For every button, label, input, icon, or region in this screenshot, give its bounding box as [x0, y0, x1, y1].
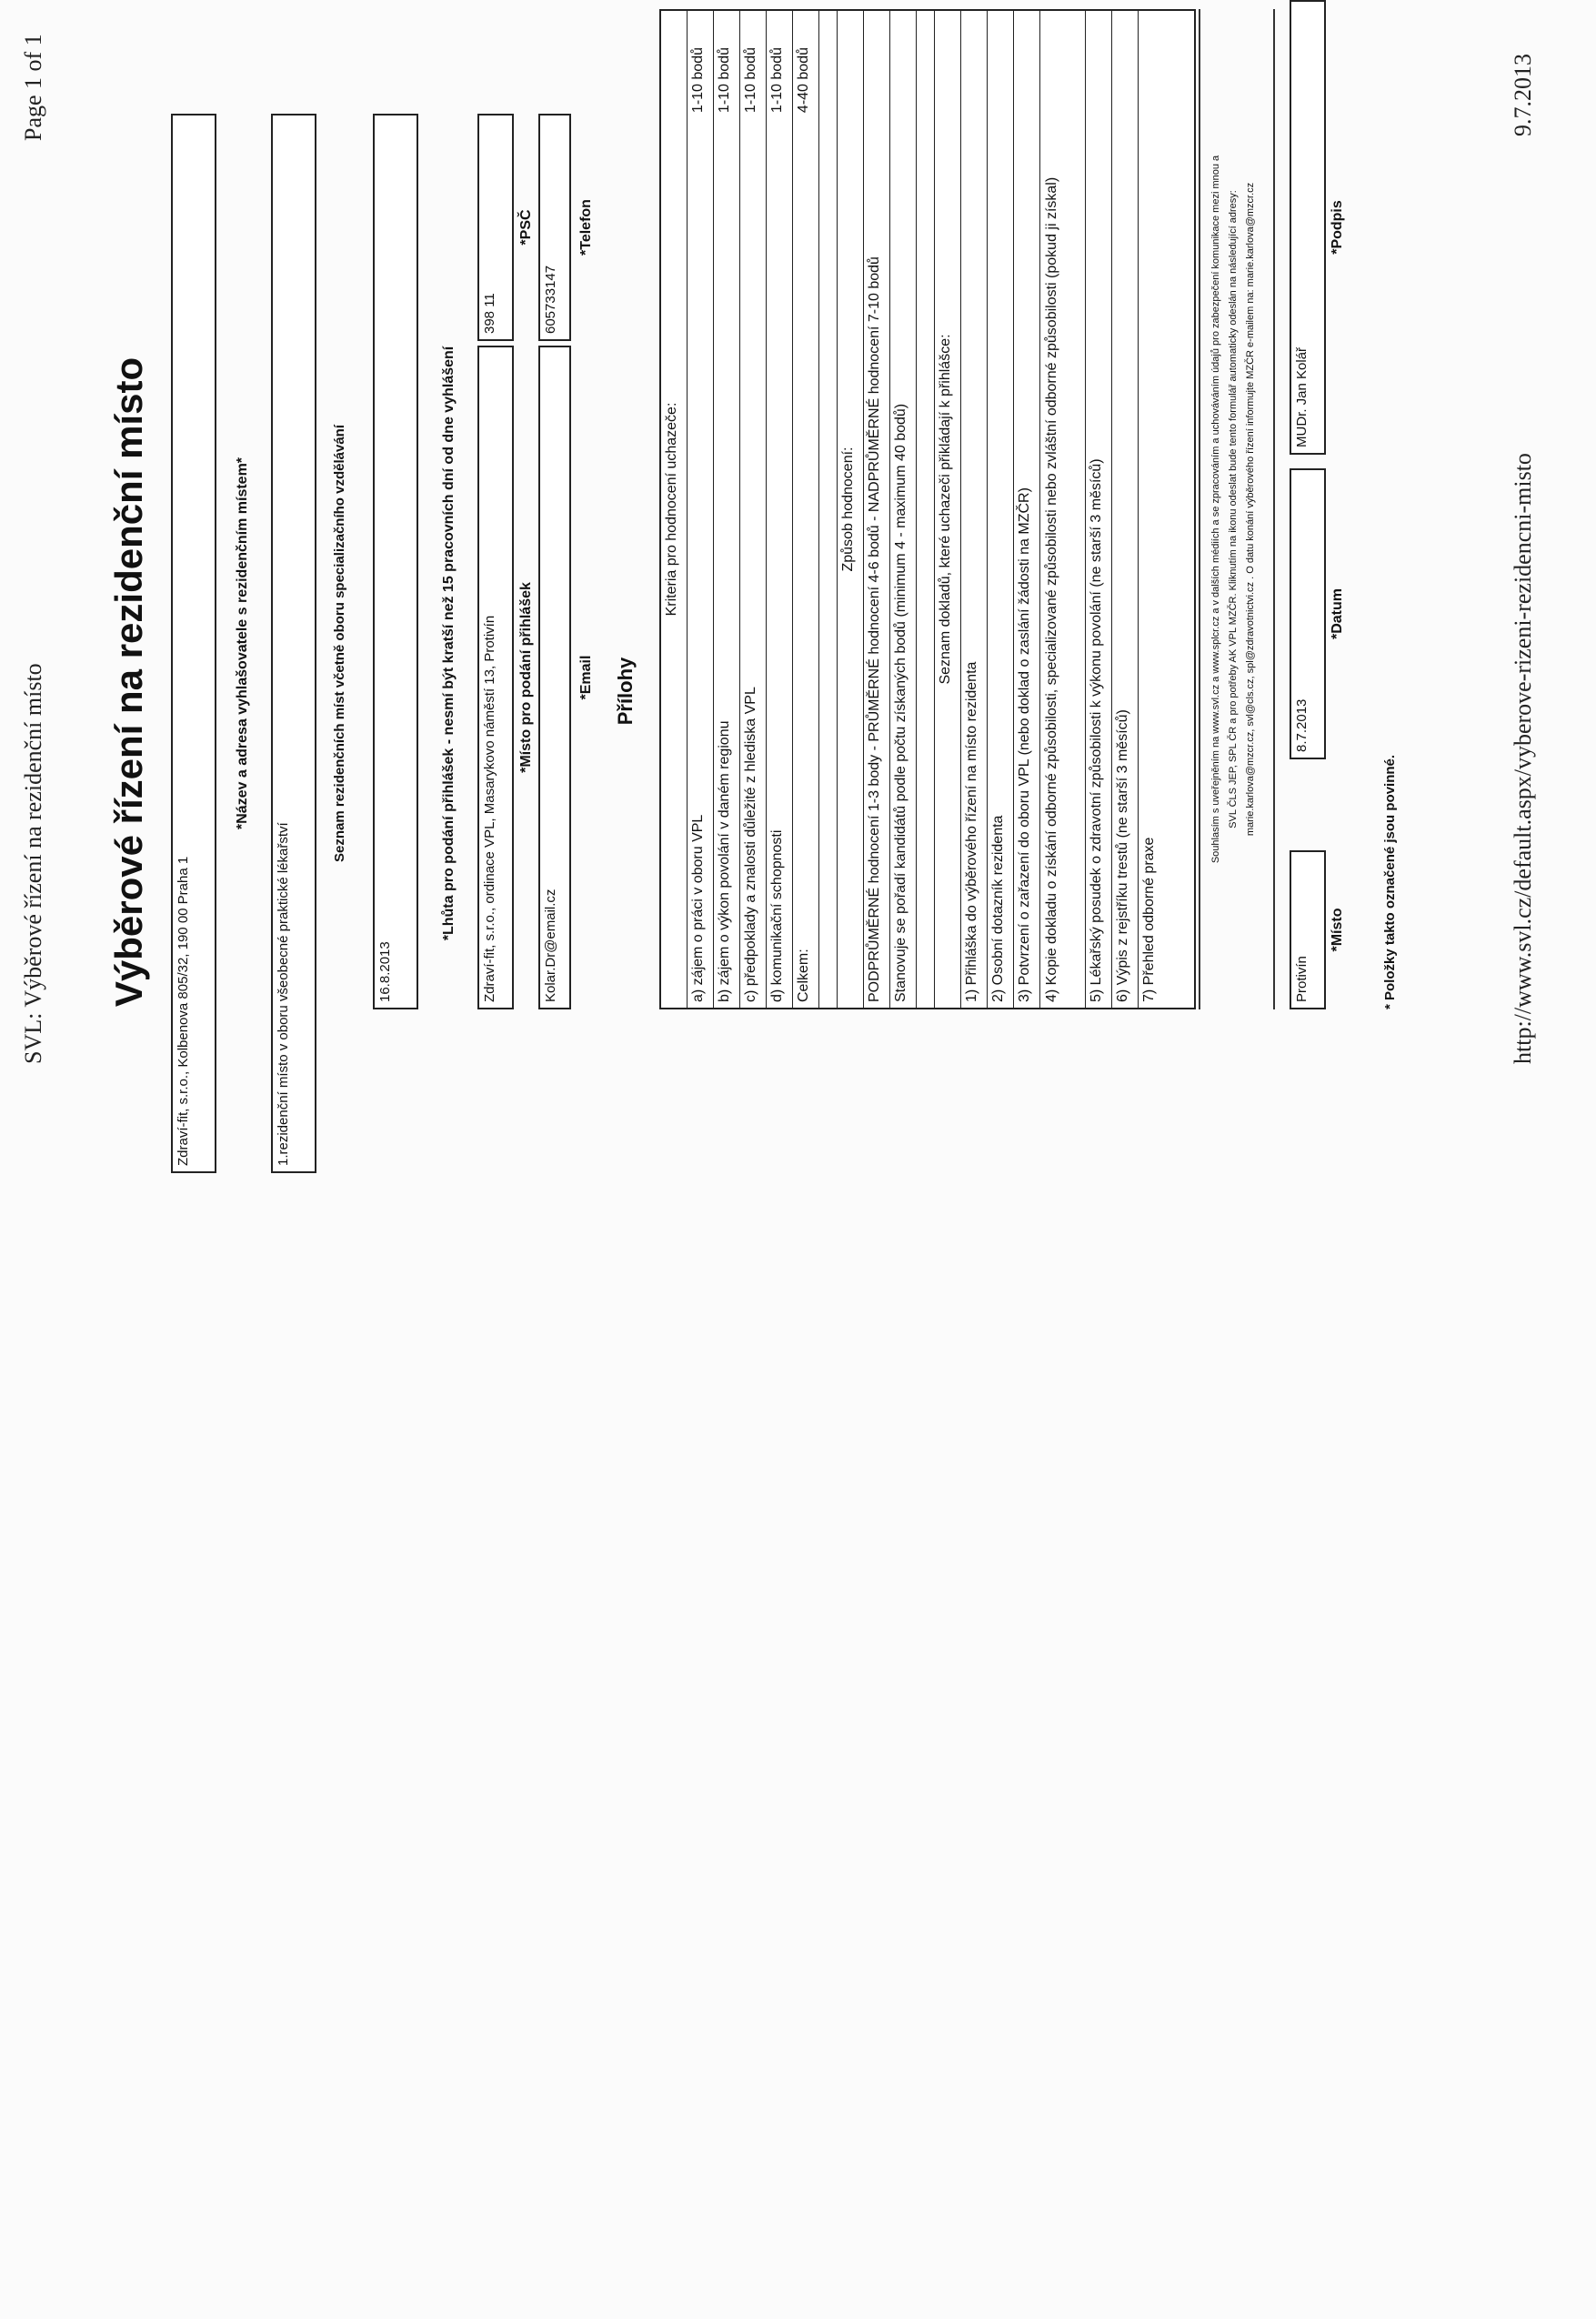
docs-header: Seznam dokladů, které uchazeči přikládají k přihlášce: [935, 11, 961, 1008]
doc-row: 6) Výpis z rejstříku trestů (ne starší 3 měsíců) [1112, 11, 1139, 1008]
consent-line: SVL ČLS JEP, SPL ČR a pro potřeby AK VPL MZČR. Kliknutím na ikonu odeslat bude tento formulář automaticky odeslán na následující adresy: [1228, 190, 1239, 828]
email-field[interactable]: Kolar.Dr@email.cz [538, 346, 571, 1009]
doc-row: 7) Přehled odborné praxe [1141, 837, 1157, 1002]
method-header: Způsob hodnocení: [838, 11, 864, 1008]
submission-place-label: *Místo pro podání přihlášek [518, 582, 534, 773]
spacer-row [917, 11, 935, 1008]
deadline-field[interactable]: 16.8.2013 [373, 114, 418, 1009]
criteria-label: c) předpoklady a znalosti důležité z hlediska VPL [743, 687, 758, 1002]
sign-place-label: *Místo [1330, 908, 1345, 952]
form-title: Výběrové řízení na rezidenční místo [107, 356, 150, 1008]
doc-row: 2) Osobní dotazník rezidenta [988, 11, 1014, 1008]
positions-field[interactable]: 1.rezidenční místo v oboru všeobecné praktické lékařství [271, 114, 316, 1173]
criteria-row [767, 11, 793, 1008]
phone-label: *Telefon [578, 199, 594, 256]
doc-row: 1) Přihláška do výběrového řízení na místo rezidenta [961, 11, 988, 1008]
employer-field[interactable]: Zdraví-fit, s.r.o., Kolbenova 805/32, 190 00 Praha 1 [171, 114, 216, 1173]
criteria-points: 1-10 bodů [743, 47, 758, 114]
criteria-total-row [793, 11, 819, 1008]
required-note: * Položky takto označené jsou povinné. [1382, 754, 1398, 1009]
signature-label: *Podpis [1330, 200, 1345, 255]
deadline-label: *Lhůta pro podání přihlášek - nesmí být kratší než 15 pracovních dní od dne vyhlášení [441, 346, 457, 941]
page-header-title: SVL: Výběrové řízení na rezidenční místo [20, 663, 46, 1064]
positions-label: Seznam rezidenčních míst včetně oboru specializačního vzdělávání [332, 425, 347, 862]
sign-place-field[interactable]: Protivín [1290, 850, 1326, 1009]
divider [1273, 9, 1275, 1009]
consent-line: Souhlasím s uveřejněním na www.svl.cz a www.splcr.cz a v dalších médiích a se zpracováním a uchováváním údajů pro zabezpečení komunikace mezi mnou a [1210, 155, 1221, 864]
criteria-label: a) zájem o práci v oboru VPL [690, 814, 706, 1002]
psc-label: *PSČ [518, 209, 534, 246]
footer-url: http://www.svl.cz/default.aspx/vyberove-rizeni-rezidencni-misto [1510, 453, 1536, 1064]
criteria-row [688, 11, 714, 1008]
footer-date: 9.7.2013 [1510, 54, 1536, 136]
criteria-total-points: 4-40 bodů [796, 47, 811, 114]
attachments-heading: Přílohy [614, 657, 637, 726]
doc-row: 3) Potvrzení o zařazení do oboru VPL (nebo doklad o zaslání žádosti na MZČR) [1014, 11, 1040, 1008]
method-row: Stanovuje se pořadí kandidátů podle počtu získaných bodů (minimum 4 - maximum 40 bodů) [890, 11, 917, 1008]
criteria-points: 1-10 bodů [769, 47, 785, 114]
phone-field[interactable]: 605733147 [538, 114, 571, 341]
doc-row: 4) Kopie dokladu o získání odborné způsobilosti, specializované způsobilosti nebo zvláštní odborné způsobilosti (pokud ji získal) [1040, 11, 1086, 1008]
criteria-total-label: Celkem: [796, 949, 811, 1002]
signature-field[interactable]: MUDr. Jan Kolář [1290, 0, 1326, 455]
criteria-label: d) komunikační schopnosti [769, 829, 785, 1002]
email-label: *Email [578, 655, 594, 700]
criteria-points: 1-10 bodů [717, 47, 732, 114]
criteria-row [740, 11, 767, 1008]
divider [1199, 9, 1200, 1009]
doc-row: 5) Lékařský posudek o zdravotní způsobilosti k výkonu povolání (ne starší 3 měsíců) [1086, 11, 1112, 1008]
criteria-label: b) zájem o výkon povolání v daném regionu [717, 720, 732, 1002]
criteria-row [714, 11, 740, 1008]
consent-line: marie.karlova@mzcr.cz, svl@cls.cz, spl@zdravotnictvi.cz . O datu konání výběrového řízení informujte MZČR e-mailem na: marie.karlova@mzcr.cz [1245, 182, 1256, 837]
spacer-row [819, 11, 838, 1008]
consent-text [1208, 9, 1260, 1009]
criteria-points: 1-10 bodů [690, 47, 706, 114]
employer-label: *Název a adresa vyhlašovatele s rezidenčním místem* [235, 457, 250, 830]
page-header-pager: Page 1 of 1 [20, 34, 46, 141]
submission-place-field[interactable]: Zdraví-fit, s.r.o., ordinace VPL, Masarykovo náměstí 13, Protivín [477, 346, 514, 1009]
sign-date-label: *Datum [1330, 588, 1345, 640]
psc-field[interactable]: 398 11 [477, 114, 514, 341]
criteria-header: Kriteria pro hodnocení uchazeče: [661, 11, 688, 1008]
method-row: PODPRŮMĚRNÉ hodnocení 1-3 body - PRŮMĚRNÉ hodnocení 4-6 bodů - NADPRŮMĚRNÉ hodnocení 7-10 bodů [864, 11, 890, 1008]
sign-date-field[interactable]: 8.7.2013 [1290, 468, 1326, 759]
criteria-table [659, 9, 1196, 1009]
